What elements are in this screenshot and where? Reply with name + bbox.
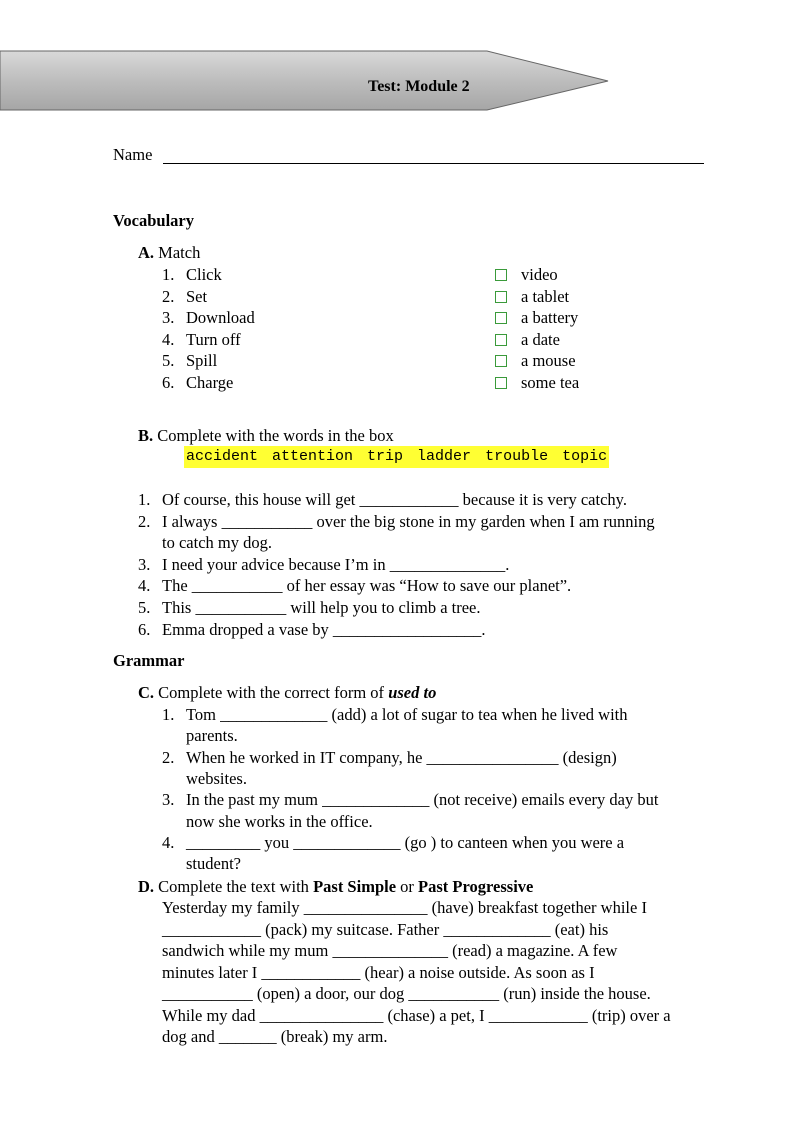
match-right-item: a mouse	[521, 351, 576, 371]
sentence-text: websites.	[186, 768, 247, 788]
exercise-c-item	[162, 748, 617, 768]
item-text: Charge	[186, 373, 234, 392]
word-box-item: trip	[367, 448, 404, 465]
sentence-text: Tom _____________ (add) a lot of sugar to tea when he lived with	[186, 705, 628, 724]
sentence-text: parents.	[186, 726, 238, 746]
match-checkbox[interactable]	[495, 312, 507, 324]
sentence-text: I always ___________ over the big stone in my garden when I am running	[162, 511, 655, 531]
item-text: Spill	[186, 351, 218, 371]
item-number: 3.	[162, 790, 175, 810]
exercise-b-letter: B.	[138, 426, 154, 445]
sentence-text: to catch my dog.	[162, 533, 272, 553]
item-number: 1.	[162, 265, 175, 284]
exercise-a-title	[138, 243, 200, 263]
page-title: Test: Module 2	[368, 78, 470, 95]
match-left-item	[162, 330, 241, 350]
exercise-d-line: sandwich while my mum ______________ (read) a magazine. A few	[162, 941, 618, 960]
exercise-c-item	[162, 790, 658, 810]
item-number: 3.	[138, 554, 151, 574]
match-right-item: a tablet	[521, 286, 570, 306]
exercise-d-line: dog and _______ (break) my arm.	[162, 1027, 388, 1046]
sentence-item	[138, 598, 481, 618]
sentence-text: The ___________ of her essay was “How to save our planet”.	[162, 576, 572, 596]
item-number: 5.	[162, 351, 175, 371]
sentence-text: student?	[186, 854, 241, 874]
item-text: Click	[186, 265, 222, 284]
item-number: 6.	[162, 373, 175, 392]
match-checkbox[interactable]	[495, 269, 507, 281]
match-right-item: a battery	[521, 308, 579, 328]
exercise-d-line: Yesterday my family _______________ (have) breakfast together while I	[162, 898, 647, 917]
exercise-c-continuation	[162, 769, 247, 789]
match-checkbox[interactable]	[495, 334, 507, 346]
match-checkbox[interactable]	[495, 355, 507, 367]
exercise-c-emphasis: used to	[388, 683, 437, 702]
item-number: 1.	[162, 705, 175, 724]
word-box	[184, 446, 609, 468]
exercise-d-line: ___________ (open) a door, our dog ___________ (run) inside the house.	[162, 984, 651, 1003]
sentence-text: In the past my mum _____________ (not receive) emails every day but	[186, 790, 659, 810]
section-heading-grammar: Grammar	[113, 651, 185, 670]
exercise-d-term2: Past Progressive	[418, 877, 534, 896]
exercise-d-line: minutes later I ____________ (hear) a noise outside. As soon as I	[162, 962, 595, 982]
section-heading-vocabulary: Vocabulary	[113, 211, 194, 230]
sentence-item	[138, 620, 486, 640]
item-number: 6.	[138, 619, 151, 639]
match-right-item: video	[521, 265, 558, 284]
match-left-item	[162, 287, 207, 307]
item-number: 4.	[162, 832, 175, 852]
sentence-text: When he worked in IT company, he ________________ (design)	[186, 747, 617, 767]
sentence-item	[138, 490, 627, 510]
item-number: 2.	[162, 286, 175, 306]
item-text: Turn off	[186, 329, 241, 349]
exercise-a-instruction: Match	[158, 243, 201, 262]
exercise-b-instruction: Complete with the words in the box	[157, 426, 394, 445]
item-number: 4.	[162, 329, 175, 349]
match-checkbox[interactable]	[495, 377, 507, 389]
exercise-c-continuation	[162, 812, 373, 832]
word-box-item: topic	[562, 448, 608, 465]
exercise-d-line: ____________ (pack) my suitcase. Father _____________ (eat) his	[162, 919, 609, 939]
word-box-item: accident	[186, 448, 259, 465]
exercise-d-term1: Past Simple	[313, 877, 397, 896]
item-number: 2.	[162, 747, 175, 767]
word-box-item: ladder	[417, 448, 472, 465]
exercise-d-instruction: Complete the text with	[158, 877, 314, 896]
exercise-b-title	[138, 426, 394, 446]
item-number: 4.	[138, 576, 151, 596]
sentence-text: This ___________ will help you to climb a tree.	[162, 598, 481, 617]
match-checkbox[interactable]	[495, 291, 507, 303]
item-number: 1.	[138, 490, 151, 509]
exercise-d-letter: D.	[138, 877, 155, 896]
name-input-line[interactable]	[163, 163, 704, 164]
match-right-item: some tea	[521, 373, 580, 392]
sentence-text: Of course, this house will get ____________ because it is very catchy.	[162, 490, 627, 509]
exercise-c-letter: C.	[138, 683, 155, 702]
sentence-text: now she works in the office.	[186, 811, 373, 831]
sentence-continuation	[138, 533, 272, 553]
exercise-c-item	[162, 705, 628, 725]
header-banner	[0, 50, 610, 112]
exercise-c-title	[138, 683, 436, 703]
exercise-d-title	[138, 877, 533, 897]
word-box-item: attention	[272, 448, 354, 465]
name-label: Name	[113, 145, 153, 164]
sentence-text: I need your advice because I’m in ______________.	[162, 554, 510, 574]
sentence-item	[138, 576, 571, 596]
item-text: Set	[186, 286, 208, 306]
exercise-c-continuation	[162, 854, 241, 874]
exercise-a-letter: A.	[138, 243, 155, 262]
match-left-item	[162, 351, 217, 371]
item-number: 5.	[138, 598, 151, 617]
sentence-text: _________ you _____________ (go ) to canteen when you were a	[186, 832, 625, 852]
match-left-item	[162, 308, 255, 328]
match-left-item	[162, 373, 233, 393]
item-number: 3.	[162, 308, 175, 328]
match-right-item: a date	[521, 329, 560, 349]
sentence-item	[138, 512, 655, 532]
exercise-d-connector: or	[396, 877, 419, 896]
exercise-c-item	[162, 833, 624, 853]
match-left-item	[162, 265, 222, 285]
item-text: Download	[186, 308, 255, 328]
word-box-item: trouble	[485, 448, 549, 465]
exercise-c-continuation	[162, 726, 238, 746]
exercise-d-line: While my dad _______________ (chase) a pet, I ____________ (trip) over a	[162, 1005, 671, 1025]
sentence-item	[138, 555, 509, 575]
exercise-c-instruction: Complete with the correct form of	[158, 683, 389, 702]
item-number: 2.	[138, 511, 151, 531]
sentence-text: Emma dropped a vase by __________________.	[162, 619, 486, 639]
